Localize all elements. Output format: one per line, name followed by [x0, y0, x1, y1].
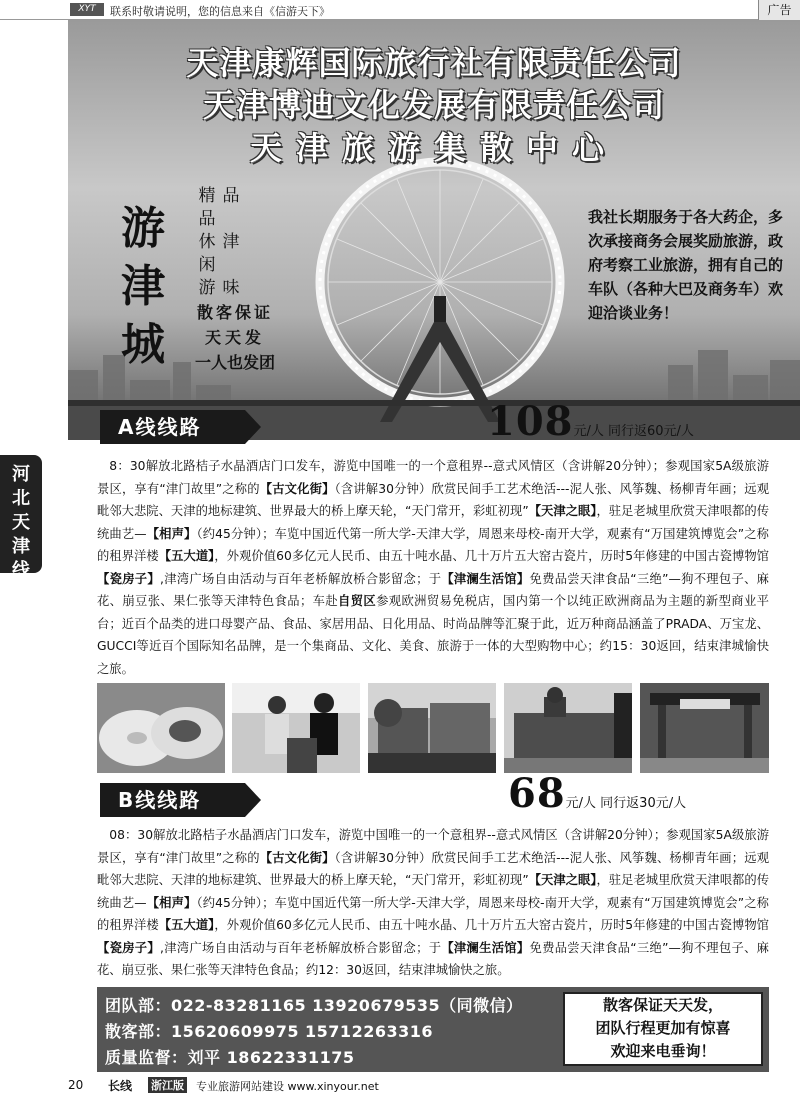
slogan-char: 品 [198, 209, 216, 229]
team-department-phone: 团队部：022-83281165 13920679535（同微信） [105, 996, 523, 1015]
guarantee-line-2: 天天发 [204, 328, 265, 347]
side-tab-char: 河 [12, 464, 30, 485]
slogan-char: 休 [198, 232, 216, 252]
slogan-char: 闲 [198, 255, 216, 275]
promo-line-1: 散客保证天天发， [602, 996, 723, 1014]
photo-ancient-culture-street-gate [640, 683, 769, 773]
slogan-column-2 [220, 185, 242, 300]
contact-panel [97, 987, 769, 1072]
individual-department-phone: 散客部：15620609975 15712263316 [105, 1022, 433, 1041]
contact-notice: 联系时敬请说明，您的信息来自《信游天下》 [110, 5, 330, 18]
company-name-2: 天津博迪文化发展有限责任公司 [202, 86, 665, 124]
slogan-column-1 [196, 185, 218, 300]
guarantee-line-3: 一人也发团 [194, 353, 275, 372]
calligraphy-char: 城 [121, 319, 165, 370]
top-bar [0, 0, 800, 20]
edition-badge: 浙江版 [148, 1077, 187, 1093]
slogan-char: 品 [222, 186, 240, 206]
ad-tag: 广告 [758, 0, 800, 20]
side-tab-char: 北 [12, 488, 30, 509]
promo-box [563, 992, 763, 1066]
company-name-3: 天津旅游集散中心 [249, 129, 618, 167]
side-tab-char: 津 [12, 536, 30, 557]
page-number: 20 [68, 1078, 84, 1092]
route-b-price [508, 770, 686, 817]
calligraphy-char: 游 [121, 203, 165, 254]
route-b-price-number: 68 [508, 770, 566, 817]
route-a-itinerary: 8：30解放北路桔子水晶酒店门口发车，游览中国唯一的一个意租界--意式风情区（含讲解20分钟）；参观国家5A级旅游景区，享有“津门故里”之称的【古文化街】（含讲解30分钟）欣赏民间手工艺术绝活---泥人张、风筝魏、杨柳青年画；远观毗邻大悲院、天津的地标建筑、世界最大的桥上摩天轮，“天门常开，彩虹初现”【天津之眼】，驻足老城里欣赏天津哏都的传统曲艺—【相声】（约45分钟）；车览中国近代第一所大学-天津大学，周恩来母校-南开大学，观素有“万国建筑博览会”之称的租界洋楼【五大道】，外观价值60多亿元人民币、由五十吨水晶、几十万片五大窑古瓷片，历时5年修建的中国古瓷博物馆【瓷房子】,津湾广场自由活动与百年老桥解放桥合影留念；于【津澜生活馆】免费品尝天津食品“三绝”—狗不理包子、麻花、崩豆张、果仁张等天津特色食品；车赴自贸区参观欧洲贸易免税店，国内第一个以纯正欧洲商品为主题的新型商业平台；近百个品类的进口母婴产品、食品、家居用品、日化用品、时尚品牌等汇聚于此，近万种商品涵盖了PRADA、万宝龙、GUCCI等近百个国际知名品牌，是一个集商品、文化、美食、旅游于一体的大型购物中心；约15：30返回，结束津城愉快之旅。 [97, 459, 769, 676]
company-name-1: 天津康辉国际旅行社有限责任公司 [186, 44, 682, 82]
guarantee-line-1: 散客保证 [196, 303, 273, 322]
magazine-name: 长线 [108, 1079, 133, 1093]
route-b-itinerary: 08：30解放北路桔子水晶酒店门口发车，游览中国唯一的一个意租界--意式风情区（含讲解20分钟）；参观国家5A级旅游景区，享有“津门故里”之称的【古文化街】（含讲解30分钟）欣赏民间手工艺术绝活---泥人张、风筝魏、杨柳青年画；远观毗邻大悲院、天津的地标建筑、世界最大的桥上摩天轮，“天门常开，彩虹初现”【天津之眼】，驻足老城里欣赏天津哏都的传统曲艺—【相声】（约45分钟）；车览中国近代第一所大学-天津大学，周恩来母校-南开大学，观素有“万国建筑博览会”之称的租界洋楼【五大道】，外观价值60多亿元人民币、由五十吨水晶、几十万片五大窑古瓷片，历时5年修建的中国古瓷博物馆【瓷房子】,津湾广场自由活动与百年老桥解放桥合影留念；于【津澜生活馆】免费品尝天津食品“三绝”—狗不理包子、麻花、崩豆张、果仁张等天津特色食品；约12：30返回，结束津城愉快之旅。 [97, 828, 769, 977]
slogan-char [220, 254, 242, 277]
calligraphy-title [108, 200, 178, 374]
photo-steamed-buns [97, 683, 225, 773]
photo-european-building [504, 683, 632, 773]
side-tab-char: 天 [12, 512, 30, 533]
ferris-wheel [320, 162, 560, 422]
quality-supervision-phone: 质量监督：刘平 18622331175 [105, 1048, 355, 1067]
region-side-tab [0, 455, 42, 581]
calligraphy-char: 津 [121, 261, 165, 312]
route-b-label: B线线路 [100, 783, 245, 817]
promo-line-2: 团队行程更加有惊喜 [595, 1019, 731, 1037]
footer-slogan: 专业旅游网站建设 www.xinyour.net [196, 1080, 379, 1093]
photo-italian-style-street [368, 683, 496, 773]
photo-crosstalk-performers [232, 683, 360, 773]
side-tab-char: 线 [12, 560, 30, 581]
slogan-char [220, 208, 242, 231]
photo-strip [97, 683, 769, 773]
page-footer [68, 1076, 800, 1093]
service-description: 我社长期服务于各大药企，多次承接商务会展奖励旅游，政府考察工业旅游，拥有自己的车队（各种大巴及商务车）欢迎洽谈业务！ [588, 208, 784, 322]
route-a-label: A线线路 [100, 410, 245, 444]
slogan-char: 味 [222, 278, 240, 298]
hero-banner [68, 20, 800, 440]
route-a-price-number: 108 [487, 398, 574, 445]
magazine-logo: XYT [70, 3, 104, 16]
promo-line-3: 欢迎来电垂询！ [610, 1042, 716, 1060]
slogan-char: 游 [198, 278, 216, 298]
route-b-price-unit: 元/人 同行返30元/人 [565, 796, 687, 811]
slogan-char: 津 [222, 232, 240, 252]
route-a-price [487, 398, 694, 445]
route-a-price-unit: 元/人 同行返60元/人 [573, 424, 694, 439]
slogan-char: 精 [198, 186, 216, 206]
